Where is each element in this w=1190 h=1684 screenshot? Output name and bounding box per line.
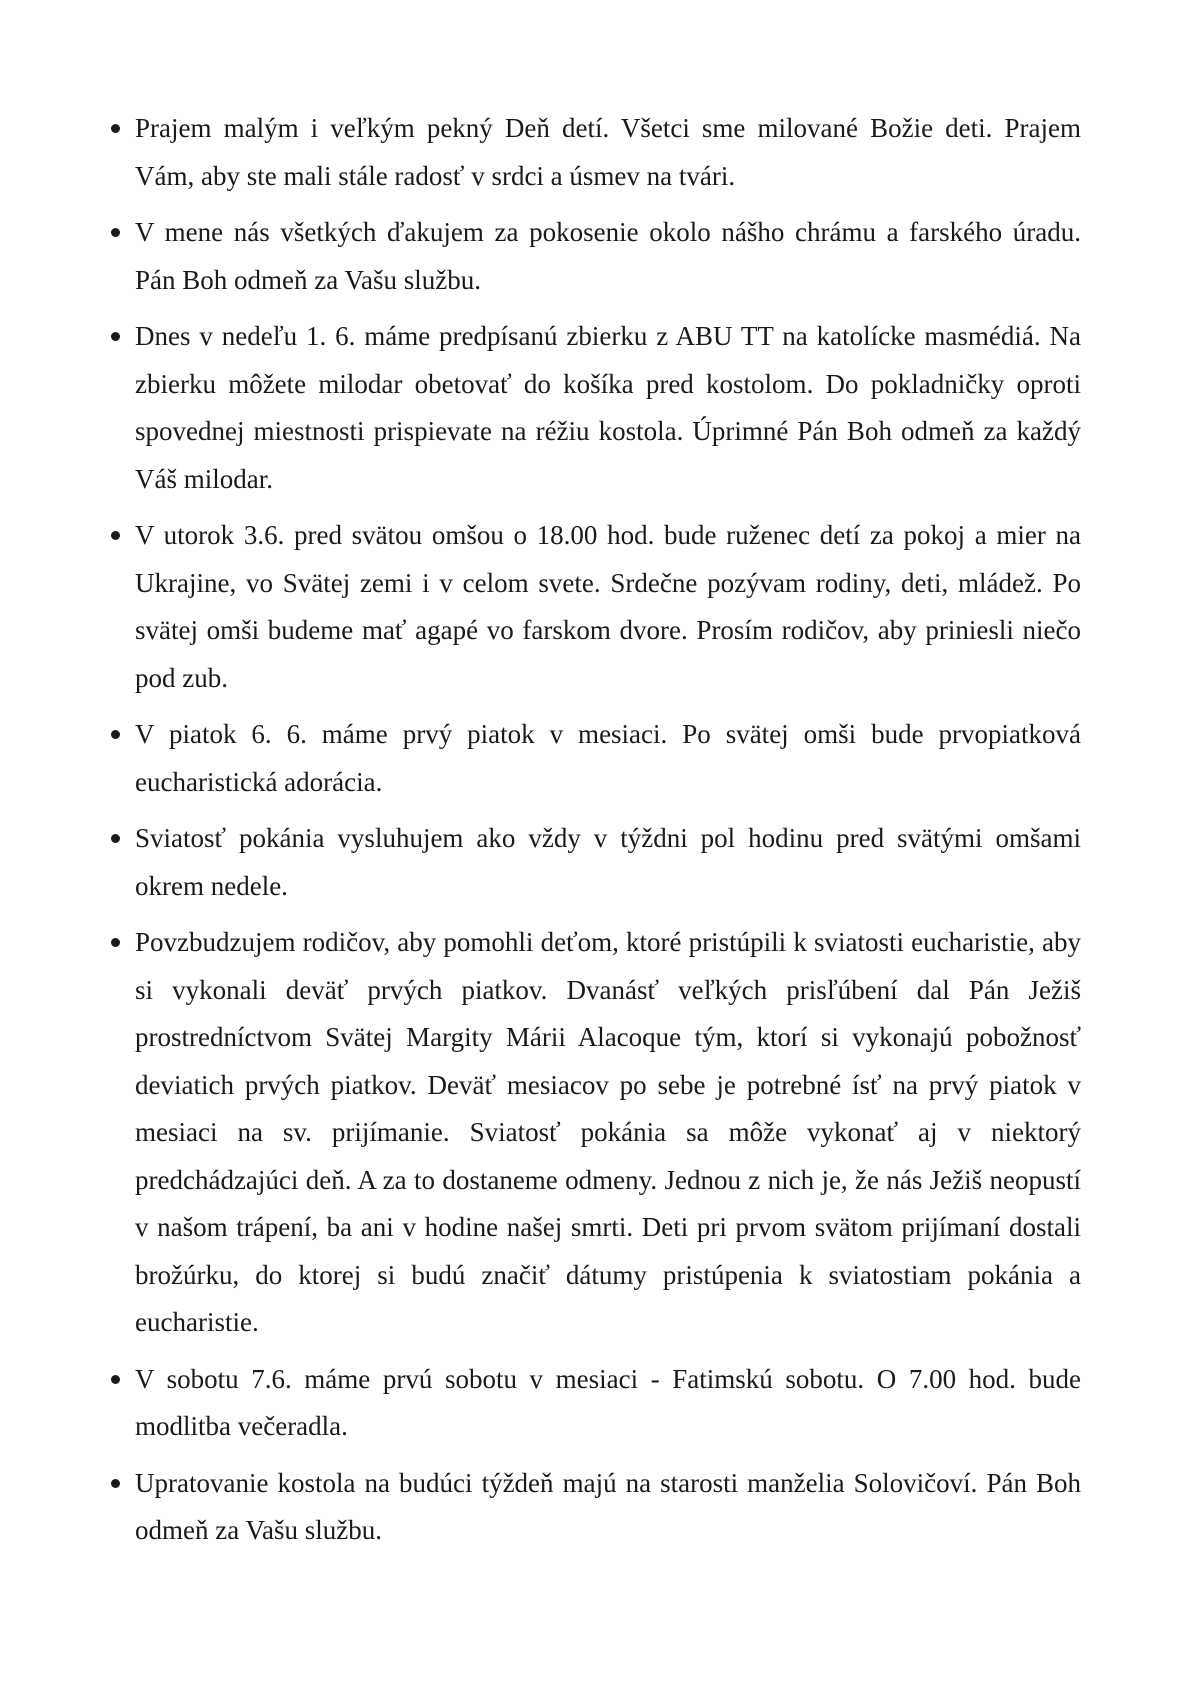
bullet-icon — [111, 531, 120, 540]
announcement-text: Povzbudzujem rodičov, aby pomohli deťom, ktoré pristúpili k sviatosti eucharistie, aby si vykonali deväť prvých piatkov. Dvanásť veľkých prisľúbení dal Pán Ježiš prostredníctvom Svätej Margity Márii Alacoque tým, ktorí si vykonajú pobožnosť deviatich prvých piatkov. Deväť mesiacov po sebe je potrebné ísť na prvý piatok v mesiaci na sv. prijímanie. Sviatosť pokánia sa môže vykonať aj v niektorý predchádzajúci deň. A za to dostaneme odmeny. Jednou z nich je, že nás Ježiš neopustí v našom trápení, ba ani v hodine našej smrti. Deti pri prvom svätom prijímaní dostali brožúrku, do ktorej si budú značiť dátumy pristúpenia k sviatostiam pokánia a eucharistie. — [135, 927, 1081, 1337]
bullet-icon — [111, 730, 120, 739]
bullet-icon — [111, 332, 120, 341]
bullet-icon — [111, 124, 120, 133]
announcement-text: Prajem malým i veľkým pekný Deň detí. Všetci sme milované Božie deti. Prajem Vám, aby ste mali stále radosť v srdci a úsmev na tvári. — [135, 113, 1081, 191]
announcement-item-children-day — [111, 105, 1081, 200]
announcement-text: V piatok 6. 6. máme prvý piatok v mesiaci. Po svätej omši bude prvopiatková eucharistická adorácia. — [135, 719, 1081, 797]
announcement-text: Sviatosť pokánia vysluhujem ako vždy v týždni pol hodinu pred svätými omšami okrem nedele. — [135, 823, 1081, 901]
announcement-text: V sobotu 7.6. máme prvú sobotu v mesiaci - Fatimskú sobotu. O 7.00 hod. bude modlitba večeradla. — [135, 1363, 1081, 1441]
bullet-icon — [111, 938, 120, 947]
announcement-item-first-friday — [111, 711, 1081, 806]
announcement-item-mowing-thanks — [111, 209, 1081, 304]
bullet-icon — [111, 834, 120, 843]
announcement-item-rosary — [111, 512, 1081, 702]
bullet-icon — [111, 1375, 120, 1384]
announcement-text: V mene nás všetkých ďakujem za pokosenie okolo nášho chrámu a farského úradu. Pán Boh odmeň za Vašu službu. — [135, 217, 1081, 295]
announcement-item-church-cleaning — [111, 1460, 1081, 1555]
bullet-icon — [111, 1479, 120, 1488]
announcement-item-confession — [111, 815, 1081, 910]
bullet-icon — [111, 228, 120, 237]
announcement-text: Dnes v nedeľu 1. 6. máme predpísanú zbierku z ABU TT na katolícke masmédiá. Na zbierku môžete milodar obetovať do košíka pred kostolom. Do pokladničky oproti spovednej miestnosti prispievate na réžiu kostola. Úprimné Pán Boh odmeň za každý Váš milodar. — [135, 321, 1081, 494]
announcement-text: V utorok 3.6. pred svätou omšou o 18.00 hod. bude ruženec detí za pokoj a mier na Ukrajine, vo Svätej zemi i v celom svete. Srdečne pozývam rodiny, deti, mládež. Po svätej omši budeme mať agapé vo farskom dvore. Prosím rodičov, aby priniesli niečo pod zub. — [135, 520, 1081, 693]
announcement-item-nine-fridays — [111, 919, 1081, 1347]
announcement-item-first-saturday — [111, 1356, 1081, 1451]
announcement-item-collection — [111, 313, 1081, 503]
announcement-list — [111, 105, 1081, 1564]
announcement-text: Upratovanie kostola na budúci týždeň majú na starosti manželia Solovičoví. Pán Boh odmeň za Vašu službu. — [135, 1467, 1081, 1545]
